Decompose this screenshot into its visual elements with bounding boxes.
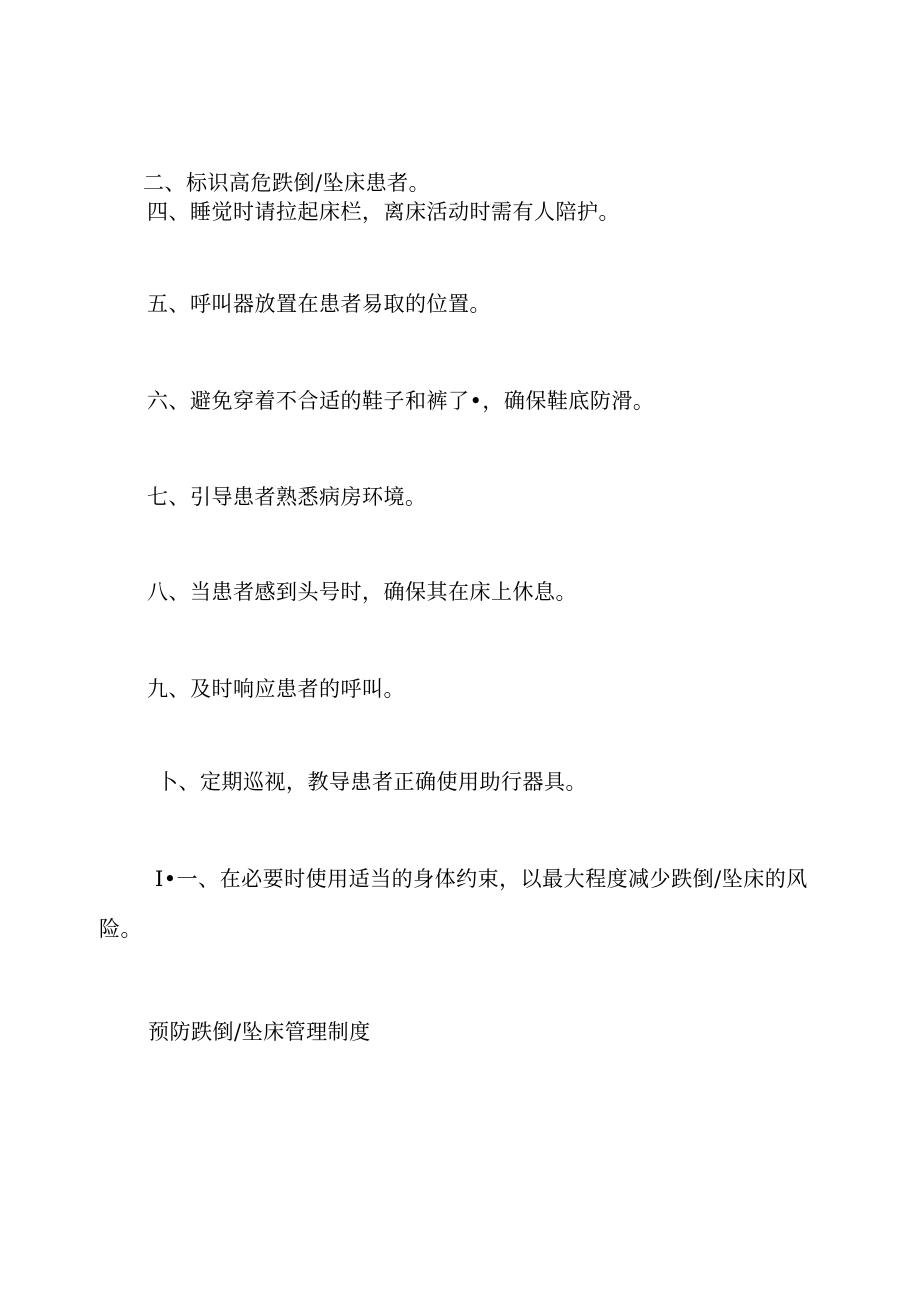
item-9-respond-calls: 九、及时响应患者的呼叫。 bbox=[147, 677, 405, 701]
item-8-dizziness-rest: 八、当患者感到头号时，确保其在床上休息。 bbox=[147, 580, 577, 604]
item-4-bed-rails: 四、睡觉时请拉起床栏，离床活动时需有人陪护。 bbox=[147, 200, 620, 224]
item-11-restraint-continued: 险。 bbox=[99, 917, 142, 941]
item-5-call-device: 五、呼叫器放置在患者易取的位置。 bbox=[147, 292, 491, 316]
item-6-footwear: 六、避免穿着不合适的鞋子和裤了•，确保鞋底防滑。 bbox=[147, 389, 655, 413]
item-7-ward-orientation: 七、引导患者熟悉病房环境。 bbox=[147, 485, 427, 509]
section-title: 预防跌倒/坠床管理制度 bbox=[148, 1020, 371, 1044]
item-10-patrol: 卜、定期巡视，教导患者正确使用助行器具。 bbox=[157, 770, 587, 794]
item-11-restraint: I•一、在必要时使用适当的身体约束，以最大程度减少跌倒/坠床的风 bbox=[155, 867, 808, 891]
item-2-mark-high-risk: 二、标识高危跌倒/坠床患者。 bbox=[143, 171, 431, 195]
